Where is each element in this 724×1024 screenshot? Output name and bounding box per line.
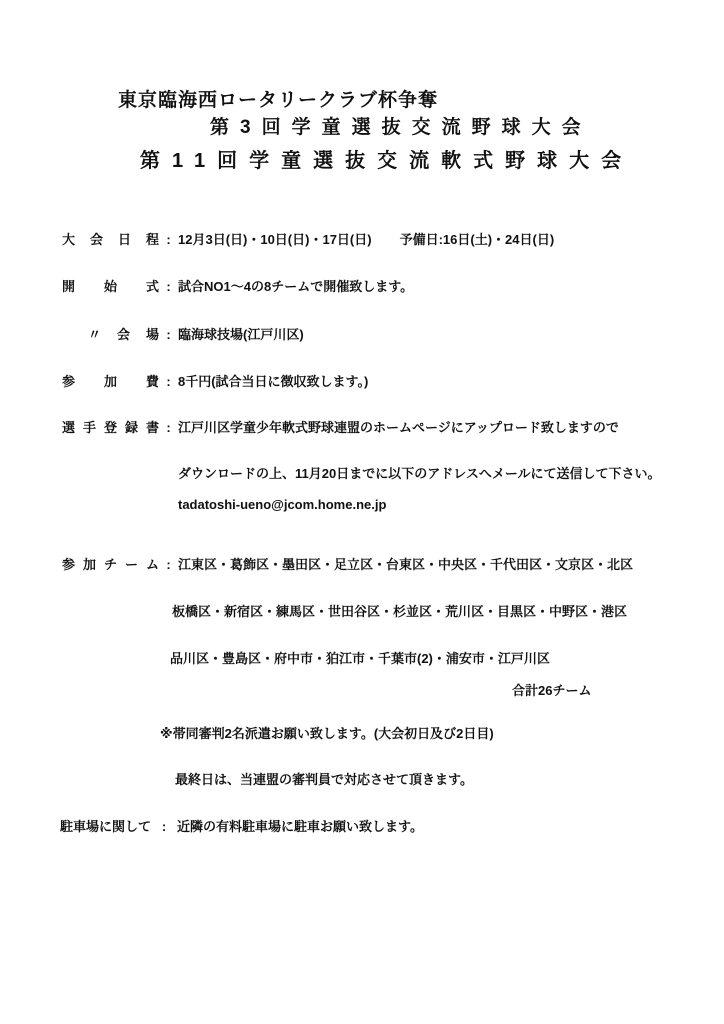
schedule-label: 大会日程 [62, 232, 159, 247]
teams-line-3: 品川区・豊島区・府中市・狛江市・千葉市(2)・浦安市・江戸川区 [170, 651, 550, 666]
teams-line-2: 板橋区・新宿区・練馬区・世田谷区・杉並区・荒川区・目黒区・中野区・港区 [172, 604, 628, 619]
field-schedule [62, 233, 554, 248]
field-parking [60, 820, 423, 835]
entry-fee-label: 参加費 [62, 374, 159, 389]
field-venue [62, 328, 304, 343]
registration-colon: : [166, 420, 171, 435]
venue-label: 〃会場 [88, 327, 159, 342]
teams-colon: : [166, 557, 171, 572]
title-tournament-baseball: 第3回学童選抜交流野球大会 [210, 117, 592, 138]
venue-value: 臨海球技場(江戸川区) [178, 327, 304, 342]
venue-colon: : [166, 327, 171, 342]
parking-value: 近隣の有料駐車場に駐車お願い致します。 [177, 819, 423, 834]
teams-line-1: 江東区・葛飾区・墨田区・足立区・台東区・中央区・千代田区・文京区・北区 [178, 557, 634, 572]
opening-ceremony-label: 開始式 [62, 279, 159, 294]
schedule-colon: : [166, 232, 171, 247]
parking-label: 駐車場に関して [60, 819, 152, 834]
teams-total: 合計26チーム [512, 683, 592, 698]
entry-fee-colon: : [166, 374, 171, 389]
registration-label: 選手登録書 [62, 420, 159, 435]
field-entry-fee [62, 375, 368, 390]
field-opening-ceremony [62, 280, 413, 295]
field-player-registration [62, 421, 619, 436]
schedule-reserve-dates: 予備日:16日(土)・24日(日) [399, 232, 555, 247]
parking-colon: : [161, 819, 167, 834]
entry-fee-value: 8千円(試合当日に徴収致します。) [178, 374, 369, 389]
title-tournament-rubber-ball: 第11回学童選抜交流軟式野球大会 [140, 150, 634, 172]
opening-ceremony-value: 試合NO1〜4の8チームで開催致します。 [178, 279, 414, 294]
field-teams [62, 558, 633, 573]
teams-label: 参加チーム [62, 557, 159, 572]
opening-ceremony-colon: : [166, 279, 171, 294]
schedule-value: 12月3日(日)・10日(日)・17日(日) [178, 232, 372, 247]
registration-instruction: ダウンロードの上、11月20日までに以下のアドレスへメールにて送信して下さい。 [178, 466, 661, 481]
note-final-day: 最終日は、当連盟の審判員で対応させて頂きます。 [175, 772, 473, 787]
note-umpires: ※帯同審判2名派遣お願い致します。(大会初日及び2日目) [160, 726, 494, 741]
title-cup-name: 東京臨海西ロータリークラブ杯争奪 [118, 90, 439, 111]
registration-value: 江戸川区学童少年軟式野球連盟のホームページにアップロード致しますので [178, 420, 619, 435]
registration-email: tadatoshi-ueno@jcom.home.ne.jp [178, 497, 387, 512]
